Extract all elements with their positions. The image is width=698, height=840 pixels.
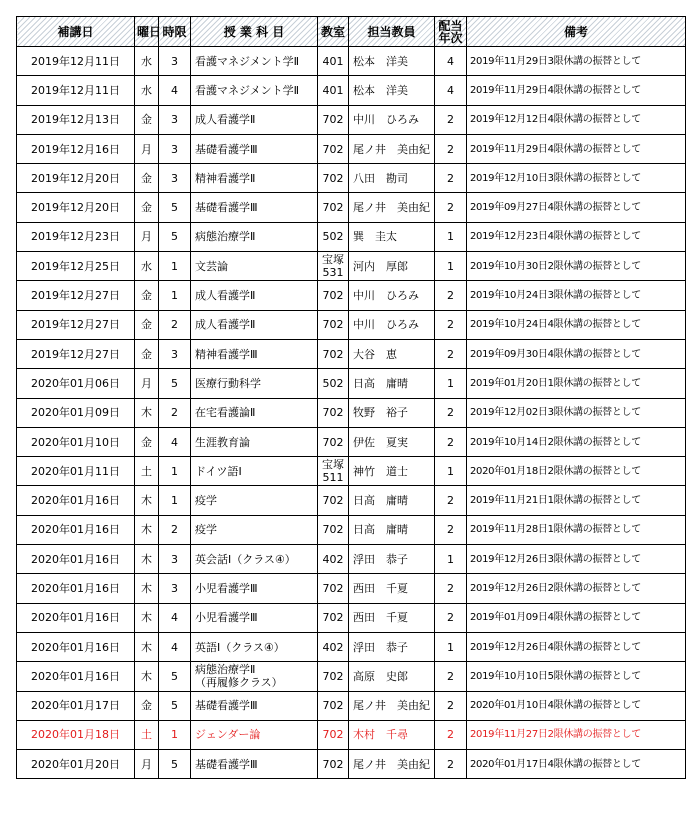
cell-weekday: 金 [135,339,159,368]
cell-date: 2020年01月18日 [17,720,135,749]
cell-teacher: 神竹 道士 [349,457,435,486]
cell-subject: 英語Ⅰ（クラス④） [191,632,318,661]
cell-date: 2020年01月16日 [17,662,135,691]
cell-note: 2020年01月18日2限休講の振替として [467,457,686,486]
table-row [17,281,686,310]
cell-room [318,252,349,281]
cell-subject: 成人看護学Ⅱ [191,310,318,339]
subject-class-note: （再履修クラス） [195,676,283,690]
cell-date: 2020年01月10日 [17,427,135,456]
cell-weekday: 木 [135,632,159,661]
table-row [17,134,686,163]
cell-room: 502 [318,222,349,251]
cell-weekday: 土 [135,720,159,749]
cell-period: 3 [159,545,191,574]
cell-date: 2019年12月23日 [17,222,135,251]
cell-year: 2 [435,486,467,515]
cell-date: 2020年01月11日 [17,457,135,486]
cell-date: 2020年01月20日 [17,750,135,779]
cell-weekday: 木 [135,574,159,603]
cell-date: 2020年01月16日 [17,603,135,632]
cell-note: 2019年10月24日4限休講の振替として [467,310,686,339]
cell-year: 2 [435,515,467,544]
cell-subject: 医療行動科学 [191,369,318,398]
cell-subject: 精神看護学Ⅲ [191,339,318,368]
cell-year: 2 [435,281,467,310]
table-row [17,603,686,632]
cell-room: 702 [318,164,349,193]
cell-teacher: 大谷 恵 [349,339,435,368]
header-period: 時限 [159,17,191,47]
cell-period: 1 [159,281,191,310]
cell-period: 5 [159,369,191,398]
table-row [17,662,686,691]
cell-weekday: 木 [135,398,159,427]
cell-note: 2019年11月21日1限休講の振替として [467,486,686,515]
cell-note: 2019年10月14日2限休講の振替として [467,427,686,456]
table-row [17,457,686,486]
cell-year: 2 [435,398,467,427]
cell-year: 2 [435,603,467,632]
cell-note: 2019年11月29日3限休講の振替として [467,47,686,76]
cell-period: 3 [159,164,191,193]
table-row [17,164,686,193]
cell-weekday: 水 [135,76,159,105]
table-row [17,574,686,603]
cell-period: 2 [159,310,191,339]
cell-teacher: 河内 厚郎 [349,252,435,281]
cell-note: 2020年01月17日4限休講の振替として [467,750,686,779]
cell-room: 702 [318,427,349,456]
cell-teacher: 中川 ひろみ [349,105,435,134]
table-row [17,750,686,779]
cell-teacher: 尾ノ井 美由紀 [349,691,435,720]
cell-weekday: 金 [135,281,159,310]
cell-year: 2 [435,134,467,163]
cell-note: 2019年12月26日3限休講の振替として [467,545,686,574]
cell-weekday: 金 [135,193,159,222]
cell-year: 2 [435,574,467,603]
cell-subject: 看護マネジメント学Ⅱ [191,47,318,76]
table-row-highlighted [17,720,686,749]
cell-year: 1 [435,222,467,251]
cell-date: 2019年12月11日 [17,47,135,76]
cell-date: 2020年01月06日 [17,369,135,398]
cell-weekday: 月 [135,750,159,779]
cell-teacher: 西田 千夏 [349,574,435,603]
cell-period: 5 [159,193,191,222]
cell-weekday: 水 [135,252,159,281]
cell-teacher: 中川 ひろみ [349,281,435,310]
cell-weekday: 木 [135,515,159,544]
cell-room: 502 [318,369,349,398]
cell-room: 702 [318,398,349,427]
cell-note: 2019年11月27日2限休講の振替として [467,720,686,749]
table-row [17,515,686,544]
room-building: 宝塚 [322,253,344,267]
cell-subject: 小児看護学Ⅲ [191,603,318,632]
cell-note: 2019年12月26日2限休講の振替として [467,574,686,603]
cell-period: 1 [159,252,191,281]
cell-year: 2 [435,164,467,193]
table-row [17,310,686,339]
cell-date: 2019年12月27日 [17,310,135,339]
cell-subject: 英会話Ⅰ（クラス④） [191,545,318,574]
cell-subject: 基礎看護学Ⅲ [191,691,318,720]
cell-year: 4 [435,47,467,76]
table-row [17,691,686,720]
cell-room: 702 [318,310,349,339]
table-row [17,193,686,222]
cell-teacher: 浮田 恭子 [349,545,435,574]
cell-teacher: 巽 圭太 [349,222,435,251]
cell-date: 2020年01月16日 [17,486,135,515]
table-row [17,76,686,105]
cell-date: 2020年01月16日 [17,632,135,661]
cell-date: 2020年01月16日 [17,515,135,544]
table-row [17,486,686,515]
table-row [17,632,686,661]
cell-weekday: 木 [135,486,159,515]
cell-date: 2020年01月16日 [17,574,135,603]
table-row [17,105,686,134]
cell-room: 702 [318,691,349,720]
room-number: 531 [322,266,344,280]
cell-year: 2 [435,339,467,368]
cell-room [318,457,349,486]
cell-period: 5 [159,662,191,691]
cell-period: 5 [159,750,191,779]
cell-subject: 基礎看護学Ⅲ [191,193,318,222]
cell-room: 702 [318,134,349,163]
cell-year: 2 [435,750,467,779]
cell-period: 3 [159,105,191,134]
cell-note: 2019年09月30日4限休講の振替として [467,339,686,368]
cell-note: 2019年11月28日1限休講の振替として [467,515,686,544]
cell-note: 2019年10月30日2限休講の振替として [467,252,686,281]
cell-teacher: 尾ノ井 美由紀 [349,193,435,222]
header-note: 備考 [467,17,686,47]
cell-year: 4 [435,76,467,105]
cell-year: 1 [435,369,467,398]
cell-weekday: 金 [135,164,159,193]
cell-weekday: 木 [135,545,159,574]
cell-subject: 看護マネジメント学Ⅱ [191,76,318,105]
cell-teacher: 浮田 恭子 [349,632,435,661]
cell-year: 2 [435,193,467,222]
cell-room: 401 [318,47,349,76]
cell-period: 3 [159,134,191,163]
cell-room: 702 [318,662,349,691]
cell-year: 2 [435,691,467,720]
cell-year: 2 [435,662,467,691]
cell-note: 2019年01月09日4限休講の振替として [467,603,686,632]
cell-date: 2020年01月09日 [17,398,135,427]
cell-subject: 疫学 [191,486,318,515]
cell-room: 702 [318,720,349,749]
cell-date: 2019年12月25日 [17,252,135,281]
cell-date: 2019年12月20日 [17,164,135,193]
cell-subject [191,662,318,691]
table-row [17,398,686,427]
cell-year: 1 [435,545,467,574]
cell-weekday: 金 [135,427,159,456]
cell-year: 2 [435,105,467,134]
cell-period: 4 [159,603,191,632]
header-room: 教室 [318,17,349,47]
cell-note: 2019年11月29日4限休講の振替として [467,134,686,163]
cell-teacher: 伊佐 夏実 [349,427,435,456]
cell-weekday: 水 [135,47,159,76]
cell-weekday: 月 [135,134,159,163]
cell-room: 702 [318,486,349,515]
header-year: 配当年次 [435,17,467,47]
cell-subject: ドイツ語Ⅰ [191,457,318,486]
cell-period: 1 [159,457,191,486]
cell-teacher: 松本 洋美 [349,47,435,76]
cell-period: 4 [159,427,191,456]
cell-teacher: 西田 千夏 [349,603,435,632]
table-row [17,222,686,251]
cell-period: 3 [159,339,191,368]
cell-room: 702 [318,603,349,632]
table-row [17,545,686,574]
cell-period: 4 [159,632,191,661]
cell-room: 702 [318,281,349,310]
cell-note: 2019年10月24日3限休講の振替として [467,281,686,310]
cell-weekday: 金 [135,691,159,720]
cell-note: 2019年12月02日3限休講の振替として [467,398,686,427]
cell-period: 2 [159,398,191,427]
cell-teacher: 尾ノ井 美由紀 [349,750,435,779]
cell-weekday: 金 [135,310,159,339]
cell-period: 1 [159,720,191,749]
cell-teacher: 八田 勘司 [349,164,435,193]
makeup-class-table [16,16,686,779]
cell-period: 1 [159,486,191,515]
cell-teacher: 木村 千尋 [349,720,435,749]
cell-date: 2019年12月13日 [17,105,135,134]
cell-weekday: 金 [135,105,159,134]
cell-weekday: 木 [135,662,159,691]
header-teacher: 担当教員 [349,17,435,47]
room-number: 511 [322,471,344,485]
cell-note: 2019年09月27日4限休講の振替として [467,193,686,222]
cell-date: 2019年12月27日 [17,339,135,368]
cell-date: 2020年01月16日 [17,545,135,574]
cell-year: 1 [435,632,467,661]
cell-year: 1 [435,252,467,281]
cell-teacher: 日高 庸晴 [349,486,435,515]
cell-room: 702 [318,750,349,779]
cell-note: 2019年12月26日4限休講の振替として [467,632,686,661]
cell-subject: 精神看護学Ⅱ [191,164,318,193]
header-row [17,17,686,47]
cell-subject: 疫学 [191,515,318,544]
cell-period: 3 [159,574,191,603]
cell-period: 2 [159,515,191,544]
cell-subject: 病態治療学Ⅱ [191,222,318,251]
cell-note: 2019年11月29日4限休講の振替として [467,76,686,105]
cell-date: 2019年12月20日 [17,193,135,222]
cell-date: 2019年12月11日 [17,76,135,105]
subject-name: 病態治療学Ⅱ [195,663,256,677]
cell-subject: 小児看護学Ⅲ [191,574,318,603]
table-row [17,427,686,456]
cell-subject: 成人看護学Ⅱ [191,105,318,134]
cell-note: 2020年01月10日4限休講の振替として [467,691,686,720]
cell-subject: 成人看護学Ⅱ [191,281,318,310]
table-row [17,252,686,281]
cell-period: 4 [159,76,191,105]
cell-subject: 在宅看護論Ⅱ [191,398,318,427]
cell-period: 5 [159,691,191,720]
cell-year: 2 [435,427,467,456]
cell-note: 2019年12月23日4限休講の振替として [467,222,686,251]
cell-note: 2019年01月20日1限休講の振替として [467,369,686,398]
header-subject: 授 業 科 目 [191,17,318,47]
cell-note: 2019年12月10日3限休講の振替として [467,164,686,193]
cell-period: 3 [159,47,191,76]
cell-room: 402 [318,632,349,661]
cell-weekday: 月 [135,222,159,251]
cell-year: 2 [435,310,467,339]
cell-note: 2019年10月10日5限休講の振替として [467,662,686,691]
cell-weekday: 木 [135,603,159,632]
cell-teacher: 牧野 裕子 [349,398,435,427]
cell-teacher: 松本 洋美 [349,76,435,105]
cell-weekday: 月 [135,369,159,398]
table-row [17,47,686,76]
cell-subject: 基礎看護学Ⅲ [191,750,318,779]
cell-teacher: 尾ノ井 美由紀 [349,134,435,163]
cell-date: 2019年12月16日 [17,134,135,163]
cell-room: 702 [318,574,349,603]
cell-room: 702 [318,515,349,544]
cell-subject: 生涯教育論 [191,427,318,456]
cell-teacher: 日高 庸晴 [349,515,435,544]
header-date: 補講日 [17,17,135,47]
header-weekday: 曜日 [135,17,159,47]
cell-date: 2020年01月17日 [17,691,135,720]
cell-room: 402 [318,545,349,574]
cell-room: 702 [318,105,349,134]
cell-weekday: 土 [135,457,159,486]
cell-subject: 基礎看護学Ⅲ [191,134,318,163]
cell-subject: 文芸論 [191,252,318,281]
cell-teacher: 高原 史郎 [349,662,435,691]
cell-room: 702 [318,193,349,222]
cell-teacher: 日高 庸晴 [349,369,435,398]
room-building: 宝塚 [322,458,344,472]
cell-year: 2 [435,720,467,749]
cell-room: 702 [318,339,349,368]
cell-teacher: 中川 ひろみ [349,310,435,339]
cell-subject: ジェンダー論 [191,720,318,749]
table-row [17,369,686,398]
cell-year: 1 [435,457,467,486]
cell-date: 2019年12月27日 [17,281,135,310]
table-row [17,339,686,368]
cell-room: 401 [318,76,349,105]
cell-note: 2019年12月12日4限休講の振替として [467,105,686,134]
cell-period: 5 [159,222,191,251]
